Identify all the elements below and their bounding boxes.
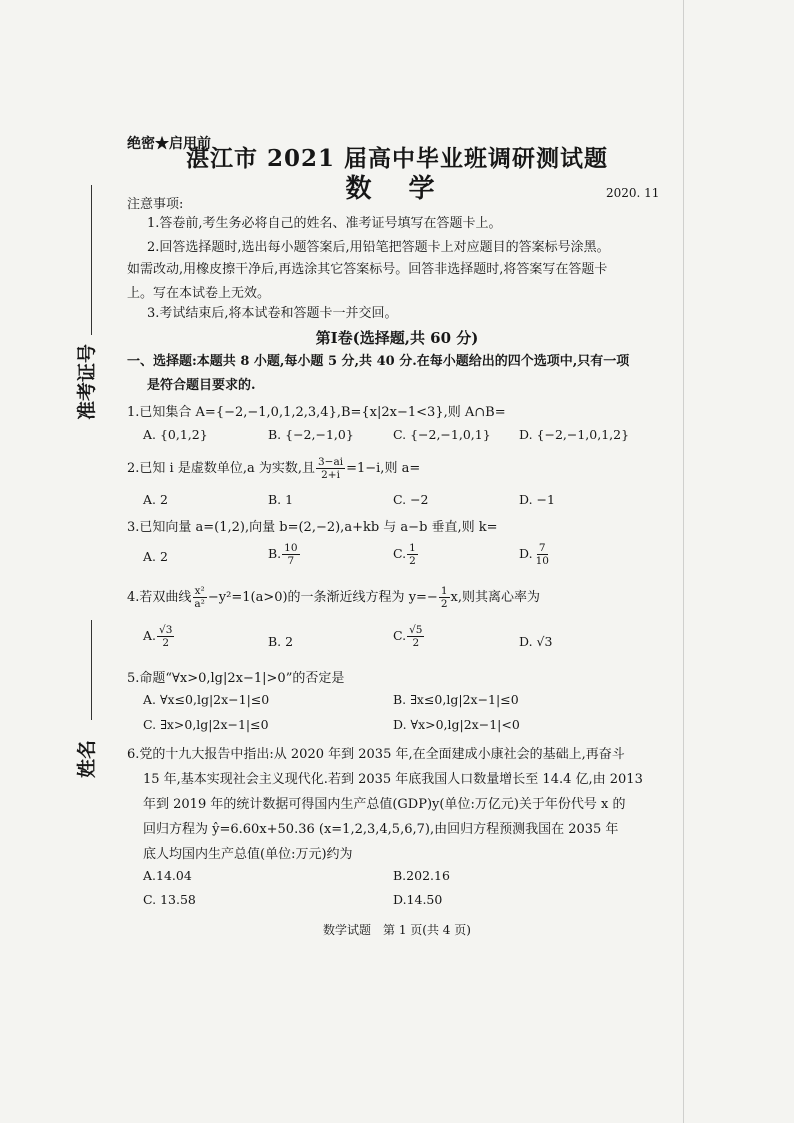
note-item-2-end: 上。写在本试卷上无效。 <box>127 286 271 301</box>
question-4-frac2-den: 2 <box>440 598 448 610</box>
question-4-frac-den: a² <box>194 598 205 610</box>
question-3-option-d-fraction <box>534 542 551 567</box>
note-item-3: 3.考试结束后,将本试卷和答题卡一并交回。 <box>147 306 398 321</box>
exam-title: 湛江市 2021 届高中毕业班调研测试题 <box>185 145 609 172</box>
exam-date: 2020. 11 <box>606 186 660 200</box>
question-6-option-c: C. 13.58 <box>143 892 196 907</box>
question-3-stem: 3.已知向量 a=(1,2),向量 b=(2,−2),a+kb 与 a−b 垂直,则 k= <box>127 520 498 535</box>
part-title: 第Ⅰ卷(选择题,共 60 分) <box>315 329 479 347</box>
question-6-option-b: B.202.16 <box>393 868 450 883</box>
question-4-option-a-den: 2 <box>162 637 170 649</box>
question-2-option-d: D. −1 <box>519 492 555 507</box>
question-4-option-c <box>393 624 425 649</box>
question-2-stem <box>127 456 420 481</box>
question-3-option-c-den: 2 <box>409 555 416 567</box>
question-4-stem-post: x,则其离心率为 <box>450 590 540 605</box>
question-4-frac2-num: 1 <box>440 585 448 597</box>
question-4-option-c-fraction <box>407 624 424 649</box>
question-5-stem: 5.命题“∀x>0,lg|2x−1|>0”的否定是 <box>127 671 345 686</box>
question-6-option-d: D.14.50 <box>393 892 443 907</box>
note-item-2: 2.回答选择题时,选出每小题答案后,用铅笔把答题卡上对应题目的答案标号涂黑。 <box>147 240 610 255</box>
question-4-stem-pre: 4.若双曲线 <box>127 590 192 605</box>
question-4-option-a-fraction <box>157 624 174 649</box>
question-2-option-a: A. 2 <box>143 492 168 507</box>
name-underline <box>91 620 92 720</box>
question-6-line-4: 回归方程为 ŷ=6.60x+50.36 (x=1,2,3,4,5,6,7),由回归方程预测我国在 2035 年 <box>143 822 619 837</box>
question-1-stem: 1.已知集合 A={−2,−1,0,1,2,3,4},B={x|2x−1<3},则 A∩B= <box>127 405 506 420</box>
question-3-option-c-num: 1 <box>409 542 416 554</box>
question-3-option-b <box>268 542 301 567</box>
question-4-option-a-label: A. <box>143 628 157 643</box>
question-2-fraction <box>316 456 345 481</box>
question-6-line-2: 15 年,基本实现社会主义现代化.若到 2035 年底我国人口数量增长至 14.4 亿,由 2013 <box>143 772 643 787</box>
question-4-option-c-den: 2 <box>412 637 420 649</box>
question-1-option-a: A. {0,1,2} <box>143 427 208 442</box>
question-4-stem-mid: −y²=1(a>0)的一条渐近线方程为 y=− <box>207 590 438 605</box>
exam-id-label: 准考证号 <box>76 343 98 420</box>
question-1-option-b: B. {−2,−1,0} <box>268 427 354 442</box>
question-4-option-b: B. 2 <box>268 634 294 649</box>
question-4-option-a <box>143 624 175 649</box>
question-3-option-d <box>519 542 552 567</box>
question-2-frac-num: 3−ai <box>317 456 344 468</box>
secret-label: 绝密★启用前 <box>127 136 211 152</box>
question-4-option-a-num: √3 <box>159 624 173 636</box>
question-2-frac-den: 2+i <box>321 469 340 481</box>
question-3-option-a: A. 2 <box>143 549 168 564</box>
question-6-option-a: A.14.04 <box>143 868 192 883</box>
section-intro: 一、选择题:本题共 8 小题,每小题 5 分,共 40 分.在每小题给出的四个选项中,只有一项 <box>127 354 630 369</box>
question-4-stem <box>127 585 540 610</box>
question-3-option-d-den: 10 <box>535 555 549 567</box>
notes-heading: 注意事项: <box>127 197 184 212</box>
question-4-fraction-2 <box>439 585 450 610</box>
question-3-option-b-den: 7 <box>287 555 295 567</box>
question-3-option-c-label: C. <box>393 546 407 561</box>
question-4-option-c-label: C. <box>393 628 407 643</box>
question-6-line-5: 底人均国内生产总值(单位:万元)约为 <box>143 847 353 862</box>
question-3-option-c-fraction <box>407 542 418 567</box>
note-item-2-cont: 如需改动,用橡皮擦干净后,再选涂其它答案标号。回答非选择题时,将答案写在答题卡 <box>127 262 608 277</box>
question-4-option-c-num: √5 <box>409 624 423 636</box>
question-2-stem-post: =1−i,则 a= <box>346 461 421 476</box>
question-5-option-d: D. ∀x>0,lg|2x−1|<0 <box>393 717 520 732</box>
question-6-line-1: 6.党的十九大报告中指出:从 2020 年到 2035 年,在全面建成小康社会的基础上,再奋斗 <box>127 747 625 762</box>
name-label: 姓名 <box>76 739 98 778</box>
exam-id-underline <box>91 185 92 335</box>
question-1-option-c: C. {−2,−1,0,1} <box>393 427 491 442</box>
question-5-option-c: C. ∃x>0,lg|2x−1|≤0 <box>143 717 269 732</box>
question-4-frac-num: x² <box>194 585 205 597</box>
question-4-option-d: D. √3 <box>519 634 553 649</box>
question-3-option-b-fraction <box>282 542 299 567</box>
question-1-option-d: D. {−2,−1,0,1,2} <box>519 427 630 442</box>
question-6-line-3: 年到 2019 年的统计数据可得国内生产总值(GDP)y(单位:万亿元)关于年份代号 x 的 <box>143 797 626 812</box>
question-3-option-c <box>393 542 419 567</box>
exam-subject: 数 学 <box>345 174 449 204</box>
question-3-option-d-label: D. <box>519 546 533 561</box>
question-5-option-b: B. ∃x≤0,lg|2x−1|≤0 <box>393 692 519 707</box>
question-3-option-b-num: 10 <box>284 542 298 554</box>
question-2-option-b: B. 1 <box>268 492 294 507</box>
page-footer: 数学试题 第 1 页(共 4 页) <box>323 923 471 937</box>
note-item-1: 1.答卷前,考生务必将自己的姓名、准考证号填写在答题卡上。 <box>147 216 502 231</box>
section-intro-cont: 是符合题目要求的. <box>147 378 256 393</box>
question-2-stem-pre: 2.已知 i 是虚数单位,a 为实数,且 <box>127 461 315 476</box>
question-4-fraction <box>192 585 206 610</box>
question-3-option-b-label: B. <box>268 546 282 561</box>
question-2-option-c: C. −2 <box>393 492 429 507</box>
question-3-option-d-num: 7 <box>538 542 546 554</box>
question-5-option-a: A. ∀x≤0,lg|2x−1|≤0 <box>143 692 270 707</box>
